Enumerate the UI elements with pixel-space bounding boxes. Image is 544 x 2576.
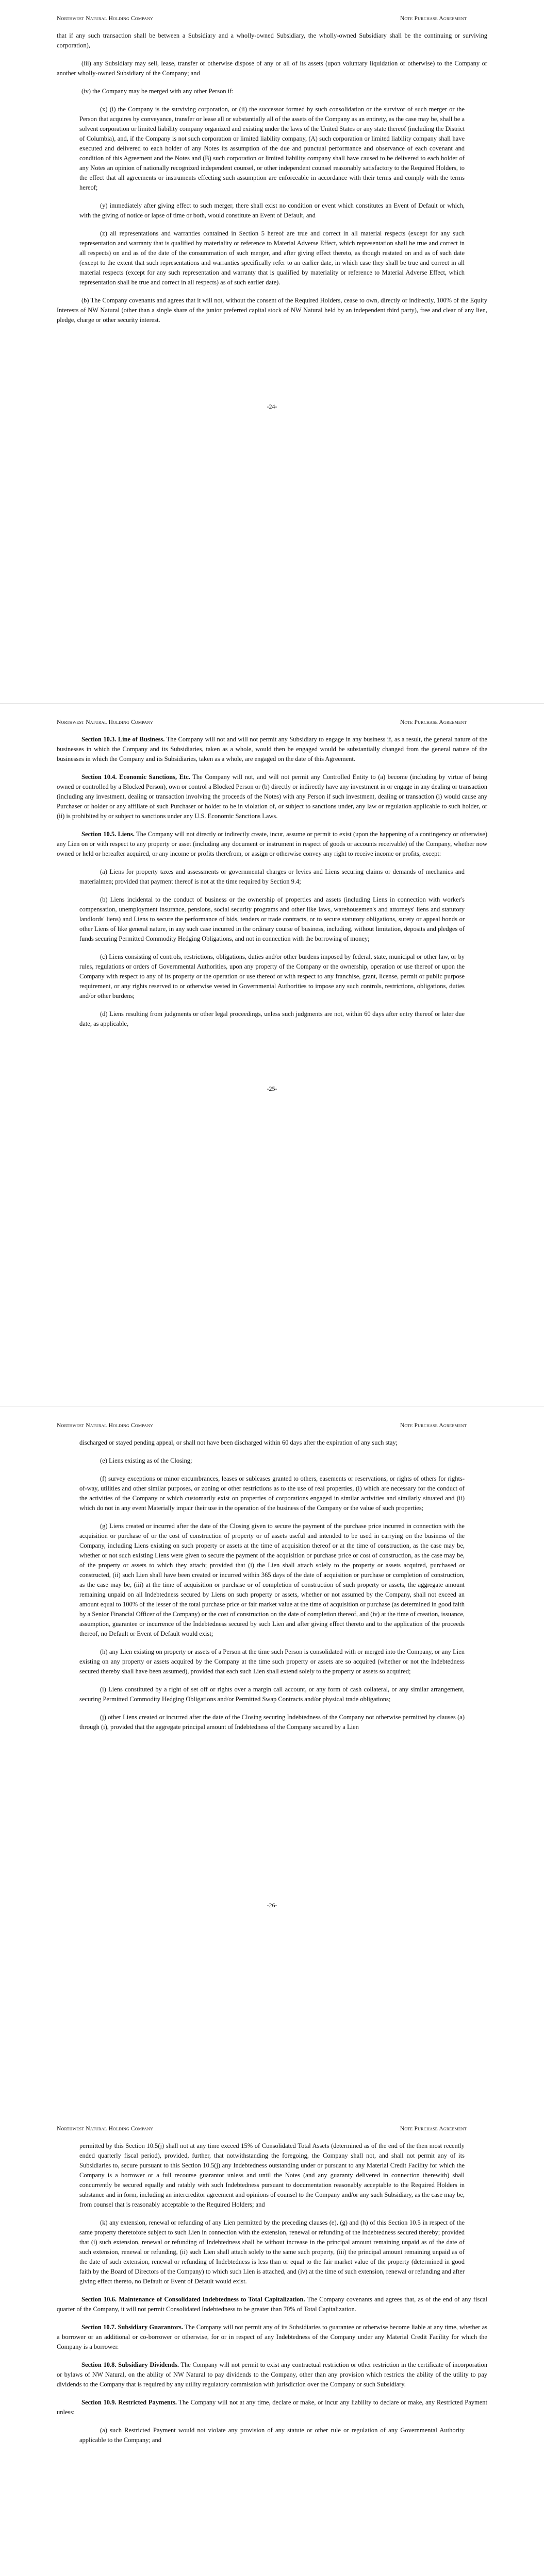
section-heading: Section 10.3. Line of Business. [81, 736, 165, 743]
clause-k: (k) any extension, renewal or refunding of any Lien permitted by the preceding clauses (e), (g) and (h) of this Section 10.5 in respect of the same property theretofore subject to such Lien in connection with the extension, renewal or refunding of the Indebtedness secured thereby; provided that (i) such extension, renewal or refunding of Indebtedness shall be without increase in the principal amount remaining unpaid as of the date of such extension, renewal or refunding, (ii) such Lien shall attach solely to the same such property, (iii) the principal amount remaining unpaid as of the date of such extension, renewal or refunding of Indebtedness is less than or equal to the fair market value of the property (determined in good faith by the Board of Directors of the Company) to which such Lien is attached, and (iv) at the time of such extension, renewal or refunding and after giving effect thereto, no Default or Event of Default would exist. [79, 2219, 465, 2285]
section-10-5 [57, 829, 487, 859]
page-number: -25- [267, 1085, 277, 1092]
clause-c: (c) Liens consisting of controls, restrictions, obligations, duties and/or other burdens imposed by federal, state, municipal or other law, or by rules, regulations or orders of Governmental Authorities, upon any property of the Company or the ownership, operation or use thereof or upon the Company with respect to any of its property or the operation or use thereof or with respect to any franchise, grant, license, permit or public purpose requirement, or any rights reserved to or otherwise vested in Governmental Authorities to impose any such controls, restrictions, obligations, duties and/or other burdens; [79, 953, 465, 999]
section-text: The Company will not at any time, declare or make, or incur any liability to declare or make, any Restricted Payment unless: [57, 2399, 487, 2416]
header-title: Note Purchase Agreement [400, 15, 467, 22]
section-heading: Section 10.4. Economic Sanctions, Etc. [81, 773, 190, 781]
section-heading: Section 10.5. Liens. [81, 831, 135, 838]
section-heading: Section 10.9. Restricted Payments. [81, 2399, 177, 2406]
header-company: Northwest Natural Holding Company [57, 2126, 154, 2132]
clause-i: (i) Liens constituted by a right of set off or rights over a margin call account, or any form of cash collateral, or any similar arrangement, securing Permitted Commodity Hedging Obligations and/or Permitted Swap Contracts and/or physical trade obligations; [79, 1686, 465, 1703]
section-text: The Company will not, and will not permit any Controlled Entity to (a) become (including by virtue of being owned or controlled by a Blocked Person), own or control a Blocked Person or (b) directly or indirectly have any investment in or engage in any dealing or transaction (including any investment, dealing or transaction involving the proceeds of the Notes) with any Person if such investment, dealing or transaction (i) would cause any Purchaser or holder or any affiliate of such Purchaser or holder to be in violation of, or subject to sanctions under, any law or regulation applicable to such holder, or (ii) is prohibited by or subject to sanctions under any U.S. Economic Sanctions Laws. [57, 773, 487, 820]
section-text: The Company covenants and agrees that, as of the end of any fiscal quarter of the Company, it will not permit Consolidated Indebtedness to be greater than 70% of Total Capitalization. [57, 2296, 487, 2313]
clause-j: (j) other Liens created or incurred after the date of the Closing securing Indebtedness of the Company not otherwise permitted by clauses (a) through (i), provided that the aggregate principal amount of Indebtedness of the Company secured by a Lien [79, 1714, 465, 1731]
section-text: The Company will not permit to exist any contractual restriction or other restriction in the certificate of incorporation or bylaws of NW Natural, on the ability of NW Natural to pay dividends to the Company, other than any provision which restricts the ability of the utility to pay dividends to the Company that is required by any utility regulatory commission with jurisdiction over the Company or such Subsidiary. [57, 2361, 487, 2388]
section-10-4 [57, 772, 487, 821]
section-text: The Company will not directly or indirectly create, incur, assume or permit to exist (upon the happening of a contingency or otherwise) any Lien on or with respect to any property or asset (including any document or instrument in respect of goods or accounts receivable) of the Company, whether now owned or held or hereafter acquired, or any income or profits therefrom, or assign or otherwise convey any right to receive income or profits, except: [57, 831, 488, 857]
page-body [57, 31, 487, 325]
section-heading: Section 10.6. Maintenance of Consolidated Indebtedness to Total Capitalization. [81, 2296, 305, 2303]
clause-x: (x) (i) the Company is the surviving corporation, or (ii) the successor formed by such consolidation or the survivor of such merger or the Person that acquires by conveyance, transfer or lease all or substantially all of the assets of the Company as an entirety, as the case may be, shall be a solvent corporation or limited liability company organized and existing under the laws of the United States or any state thereof (including the District of Columbia), and, if the Company is not such corporation or limited liability company, (A) such corporation or limited liability company shall have executed and delivered to each holder of any Notes its assumption of the due and punctual performance and observance of each covenant and condition of this Agreement and the Notes and (B) such corporation or limited liability company shall have caused to be delivered to each holder of any Notes an opinion of nationally recognized independent counsel, or other independent counsel reasonably satisfactory to the Required Holders, to the effect that all agreements or instruments effecting such assumption are enforceable in accordance with their terms and comply with the terms hereof; [79, 106, 465, 191]
page-26 [0, 1406, 544, 2110]
page-number: -26- [267, 1902, 277, 1909]
section-text: The Company will not permit any of its Subsidiaries to guarantee or otherwise become liable at any time, whether as a borrower or an additional or co-borrower or otherwise, for or in respect of any Indebtedness of the Company under any Material Credit Facility for which the Company is a borrower. [57, 2324, 487, 2350]
clause-z: (z) all representations and warranties contained in Section 5 hereof are true and correct in all material respects (except for any such representation and warranty that is qualified by materiality or reference to Material Adverse Effect, which representation shall be true and correct in all respects) on and as of the date of the consummation of such merger, and after giving effect thereto, as though restated on and as of such date (except to the extent that such representations and warranties specifically refer to an earlier date, in which case they shall be true and correct in all material respects (except for any such representation and warranty that is qualified by materiality or reference to Material Adverse Effect, which representation shall be true and correct in all respects) as of such earlier date). [79, 230, 465, 286]
clause-iv: (iv) the Company may be merged with any other Person if: [81, 88, 234, 95]
running-header [57, 2126, 487, 2137]
clause-a: (a) Liens for property taxes and assessments or governmental charges or levies and Liens securing claims or demands of mechanics and materialmen; provided that payment thereof is not at the time required by Section 9.4; [79, 868, 465, 885]
section-10-6 [57, 2295, 487, 2314]
paragraph: permitted by this Section 10.5(j) shall not at any time exceed 15% of Consolidated Total Assets (determined as of the end of the then most recently ended quarterly fiscal period), provided, further, that notwithstanding the foregoing, the Company shall not, and shall not permit any of its Subsidiaries to, secure pursuant to this Section 10.5(j) any Indebtedness outstanding under or pursuant to any Material Credit Facility for which the Company is a borrower or a full recourse guarantor unless and until the Notes (and any guaranty delivered in connection therewith) shall concurrently be secured equally and ratably with such Indebtedness pursuant to documentation reasonably acceptable to the Required Holders in substance and in form, including an intercreditor agreement and opinions of counsel to the Company and/or any such Subsidiary, as the case may be, from counsel that is reasonably acceptable to the Required Holders; and [79, 2142, 465, 2208]
page-24 [0, 0, 544, 703]
clause-a: (a) such Restricted Payment would not violate any provision of any statute or other rule or regulation of any Governmental Authority applicable to the Company; and [79, 2427, 465, 2444]
page-body [57, 735, 487, 1029]
paragraph: discharged or stayed pending appeal, or shall not have been discharged within 60 days after the expiration of any such stay; [79, 1439, 398, 1446]
section-text: The Company will not and will not permit any Subsidiary to engage in any business if, as a result, the general nature of the businesses in which the Company and its Subsidiaries, taken as a whole, would then be engaged would be substantially changed from the general nature of the businesses in which the Company and its Subsidiaries, taken as a whole, are engaged on the date of this Agreement. [57, 736, 487, 762]
clause-e: (e) Liens existing as of the Closing; [100, 1457, 192, 1464]
clause-f: (f) survey exceptions or minor encumbrances, leases or subleases granted to others, easements or reservations, or rights of others for rights-of-way, utilities and other similar purposes, or zoning or other restrictions as to the use of real properties, (i) which are necessary for the conduct of the activities of the Company or which customarily exist on properties of corporations engaged in similar activities and similarly situated and (ii) which do not in any event Materially impair their use in the operation of the business of the Company or the value of such properties; [79, 1475, 465, 1512]
clause-y: (y) immediately after giving effect to such merger, there shall exist no condition or event which constitutes an Event of Default or which, with the giving of notice or lapse of time or both, would constitute an Event of Default, and [79, 202, 465, 219]
section-10-3 [57, 735, 487, 764]
running-header [57, 15, 487, 27]
section-10-7 [57, 2323, 487, 2352]
section-heading: Section 10.7. Subsidiary Guarantors. [81, 2324, 184, 2331]
page-body [57, 2141, 487, 2445]
clause-b: (b) Liens incidental to the conduct of business or the ownership of properties and assets (including Liens in connection with worker's compensation, unemployment insurance, pensions, social security programs and other like laws, warehousemen's and attorneys' liens and statutory landlords' liens) and Liens to secure the performance of bids, tenders or trade contracts, or to secure statutory obligations, surety or appeal bonds or other Liens of like general nature, in any such case incurred in the ordinary course of business, including, without limitation, deposits and pledges of funds securing Permitted Commodity Hedging Obligations, and not in connection with the borrowing of money; [79, 896, 465, 942]
clause-iii: (iii) any Subsidiary may sell, lease, transfer or otherwise dispose of any or all of its assets (upon voluntary liquidation or otherwise) to the Company or another wholly-owned Subsidiary of the Company; and [57, 60, 487, 77]
header-company: Northwest Natural Holding Company [57, 719, 154, 725]
section-10-9 [57, 2398, 487, 2417]
paragraph: that if any such transaction shall be between a Subsidiary and a wholly-owned Subsidiary, the wholly-owned Subsidiary shall be the continuing or surviving corporation), [57, 32, 487, 49]
header-title: Note Purchase Agreement [400, 719, 467, 725]
page-27 [0, 2110, 544, 2576]
header-company: Northwest Natural Holding Company [57, 15, 154, 22]
clause-h: (h) any Lien existing on property or assets of a Person at the time such Person is consolidated with or merged into the Company, or any Lien existing on any property or assets acquired by the Company at the time such property or assets are so acquired (whether or not the Indebtedness secured thereby shall have been assumed), provided that each such Lien shall extend solely to the property or assets so acquired; [79, 1648, 465, 1675]
page-25 [0, 703, 544, 1406]
header-company: Northwest Natural Holding Company [57, 1422, 154, 1429]
header-title: Note Purchase Agreement [400, 1422, 467, 1429]
section-heading: Section 10.8. Subsidiary Dividends. [81, 2361, 179, 2368]
running-header [57, 1422, 487, 1434]
page-number: -24- [267, 403, 277, 410]
clause-g: (g) Liens created or incurred after the date of the Closing given to secure the payment of the purchase price incurred in connection with the acquisition or purchase of or the cost of construction of property or of assets useful and intended to be used in carrying on the business of the Company, including Liens existing on such property or assets at the time of acquisition thereof or at the time of construction, as the case may be, whether or not such existing Liens were given to secure the payment of the acquisition or purchase price or cost of construction, as the case may be, of the property or assets to which they attach; provided that (i) the Lien shall attach solely to the property or assets acquired, purchased or constructed, (ii) such Lien shall have been created or incurred within 365 days of the date of acquisition or purchase or completion of construction, as the case may be, (iii) at the time of acquisition or purchase or of completion of construction of such property or assets, the aggregate amount remaining unpaid on all Indebtedness secured by Liens on such property or assets, whether or not assumed by the Company, shall not exceed an amount equal to 100% of the lesser of the total purchase price or fair market value at the time of acquisition or purchase (as determined in good faith by a Senior Financial Officer of the Company) or the cost of construction on the date of completion thereof, and (iv) at the time of creation, issuance, assumption, guarantee or incurrence of the Indebtedness secured by such Lien and after giving effect thereto and to the application of the proceeds thereof, no Default or Event of Default would exist; [79, 1522, 465, 1637]
header-title: Note Purchase Agreement [400, 2126, 467, 2132]
section-10-8 [57, 2360, 487, 2389]
clause-b: (b) The Company covenants and agrees that it will not, without the consent of the Required Holders, cease to own, directly or indirectly, 100% of the Equity Interests of NW Natural (other than a single share of the junior preferred capital stock of NW Natural held by an independent third party), free and clear of any lien, pledge, charge or other security interest. [57, 297, 487, 324]
running-header [57, 719, 487, 731]
clause-d: (d) Liens resulting from judgments or other legal proceedings, unless such judgments are not, within 60 days after entry thereof or later due date, as applicable, [79, 1010, 465, 1027]
page-body [57, 1438, 487, 1732]
